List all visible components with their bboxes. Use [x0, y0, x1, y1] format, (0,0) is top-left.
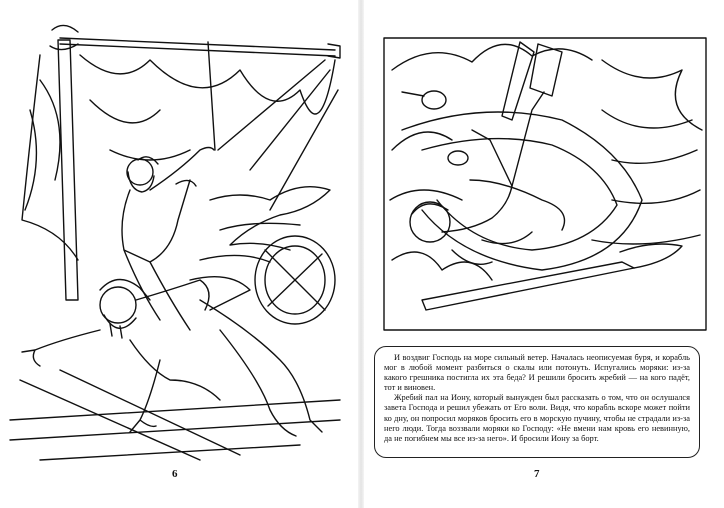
jonah-in-boat-illustration: [362, 0, 724, 340]
page-number-left: 6: [172, 468, 178, 480]
story-paragraph-2: Жребий пал на Иону, который вынужден был рассказать о том, что он ослушался завета Господа и решил убежать от Его воли. Видя, что корабль вскоре может пойти ко дну, он попросил моряков бросить его в морскую пучину, чтобы не страдали из-за него люди. Тогда воззвали моряки ко Господу: «Не вмени нам кровь его невинную, да не погибнем мы все из-за него». И бросили Иону за борт.: [384, 393, 690, 443]
story-paragraph-1: И воздвиг Господь на море сильный ветер. Началась неописуемая буря, и корабль мог в любой момент разбиться о скалы или потонуть. Испугались моряки: из-за какого грешника постигла их эта беда? И решили бросить жребий — на кого падёт, тот и виновен.: [384, 353, 690, 393]
left-page: [0, 0, 360, 508]
story-text-box: [374, 346, 700, 458]
sailors-in-storm-illustration: [0, 0, 360, 508]
page-number-right: 7: [534, 468, 540, 480]
right-page: [362, 0, 724, 508]
